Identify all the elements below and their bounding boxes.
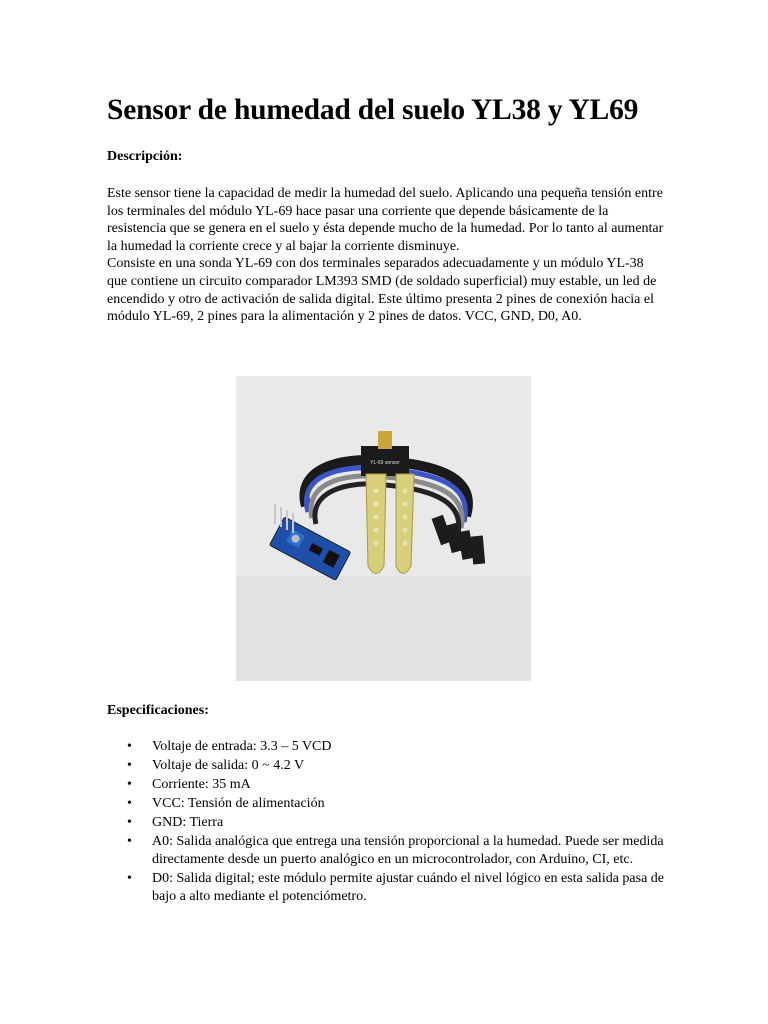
sensor-photo <box>236 376 531 681</box>
description-heading: Descripción: <box>107 149 183 164</box>
page-title: Sensor de humedad del suelo YL38 y YL69 <box>107 94 639 126</box>
list-item: • D0: Salida digital; este módulo permite ajustar cuándo el nivel lógico en esta salida pasa de bajo a alto mediante el potenciómetro. <box>152 870 667 905</box>
description-paragraph-1: Este sensor tiene la capacidad de medir la humedad del suelo. Aplicando una pequeña tensión entre los terminales del módulo YL-69 hace pasar una corriente que depende básicamente de la resistencia que se genera en el suelo y ésta depende mucho de la humedad. Por lo tanto al aumentar la humedad la corriente crece y al bajar la corriente disminuye. <box>107 186 664 254</box>
list-item: • A0: Salida analógica que entrega una tensión proporcional a la humedad. Puede ser medida directamente desde un puerto analógico en un microcontrolador, con Arduino, CI, etc. <box>152 833 667 868</box>
specs-list <box>107 738 667 905</box>
list-item: • Voltaje de salida: 0 ~ 4.2 V <box>152 757 667 775</box>
list-item: • VCC: Tensión de alimentación <box>152 795 667 813</box>
description-paragraph-2: Consiste en una sonda YL-69 con dos terminales separados adecuadamente y un módulo YL-38 que contiene un circuito comparador LM393 SMD (de soldado superficial) muy estable, un led de encendido y otro de activación de salida digital. Este último presenta 2 pines de conexión hacia el módulo YL-69, 2 pines para la alimentación y 2 pines de datos. VCC, GND, D0, A0. <box>107 256 657 325</box>
specs-heading: Especificaciones: <box>107 703 209 718</box>
document-page <box>107 92 667 326</box>
probe-label: YL-69 sensor <box>370 460 400 466</box>
specs-section <box>107 702 667 907</box>
list-item: • Voltaje de entrada: 3.3 – 5 VCD <box>152 738 667 756</box>
list-item: • GND: Tierra <box>152 814 667 832</box>
list-item: • Corriente: 35 mA <box>152 776 667 794</box>
